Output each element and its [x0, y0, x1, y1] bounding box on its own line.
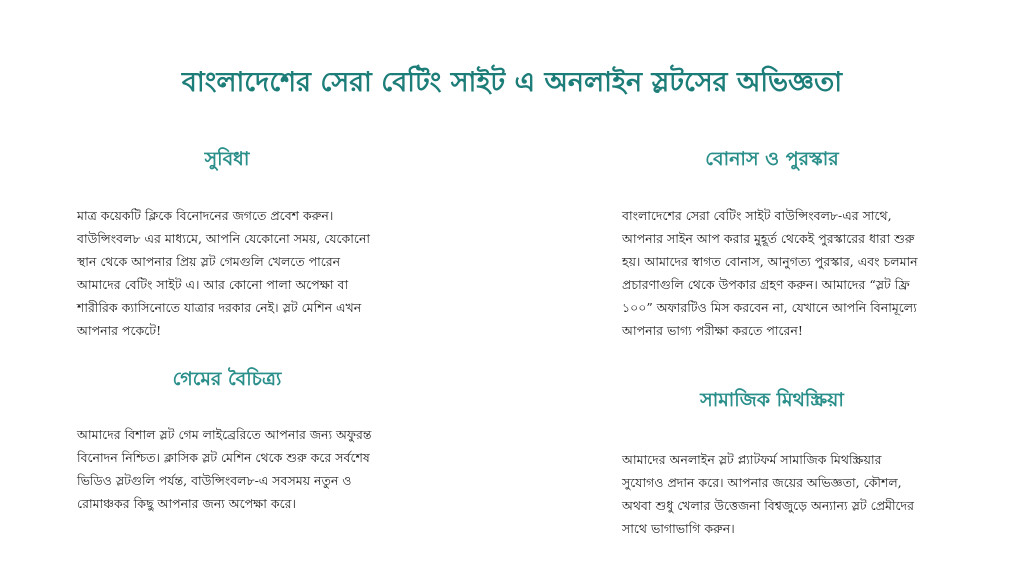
page-title: বাংলাদেশের সেরা বেটিং সাইট এ অনলাইন স্লটসের অভিজ্ঞতা: [181, 67, 843, 98]
bonus-rewards-text: বাংলাদেশের সেরা বেটিং সাইট বাউন্সিংবল৮-এর সাথে, আপনার সাইন আপ করার মুহূর্ত থেকেই পুরস্কারের ধারা শুরু হয়। আমাদের স্বাগত বোনাস, আনুগত্য পুরস্কার, এবং চলমান প্রচারণাগুলি থেকে উপকার গ্রহণ করুন। আমাদের “স্লট ফ্রি ১০০” অফারটিও মিস করবেন না, যেখানে আপনি বিনামূল্যে আপনার ভাগ্য পরীক্ষা করতে পারেন!: [622, 208, 918, 338]
social-interaction-section: [622, 386, 922, 540]
convenience-text: মাত্র কয়েকটি ক্লিকে বিনোদনের জগতে প্রবেশ করুন। বাউন্সিংবল৮ এর মাধ্যমে, আপনি যেকোনো সময়, যেকোনো স্থান থেকে আপনার প্রিয় স্লট গেমগুলি খেলতে পারেন আমাদের বেটিং সাইট এ। আর কোনো পালা অপেক্ষা বা শারীরিক ক্যাসিনোতে যাত্রার দরকার নেই। স্লট মেশিন এখন আপনার পকেটে!: [77, 208, 371, 338]
game-variety-text: আমাদের বিশাল স্লট গেম লাইব্রেরিতে আপনার জন্য অফুরন্ত বিনোদন নিশ্চিত। ক্লাসিক স্লট মেশিন থেকে শুরু করে সর্বশেষ ভিডিও স্লটগুলি পর্যন্ত, বাউন্সিংবল৮-এ সবসময় নতুন ও রোমাঞ্চকর কিছু আপনার জন্য অপেক্ষা করে।: [77, 427, 372, 511]
social-interaction-text: আমাদের অনলাইন স্লট প্ল্যাটফর্ম সামাজিক মিথস্ক্রিয়ার সুযোগও প্রদান করে। আপনার জয়ের অভিজ্ঞতা, কৌশল, অথবা শুধু খেলার উত্তেজনা বিশ্বজুড়ে অন্যান্য স্লট প্রেমীদের সাথে ভাগাভাগি করুন।: [622, 452, 915, 536]
convenience-heading: সুবিধা: [204, 148, 250, 170]
game-variety-section: [77, 365, 377, 515]
bonus-rewards-section: [622, 145, 922, 342]
game-variety-heading: গেমের বৈচিত্র্য: [172, 368, 282, 390]
bonus-rewards-heading: বোনাস ও পুরস্কার: [705, 148, 839, 170]
convenience-section: [77, 145, 377, 342]
social-interaction-heading: সামাজিক মিথস্ক্রিয়া: [700, 389, 844, 411]
